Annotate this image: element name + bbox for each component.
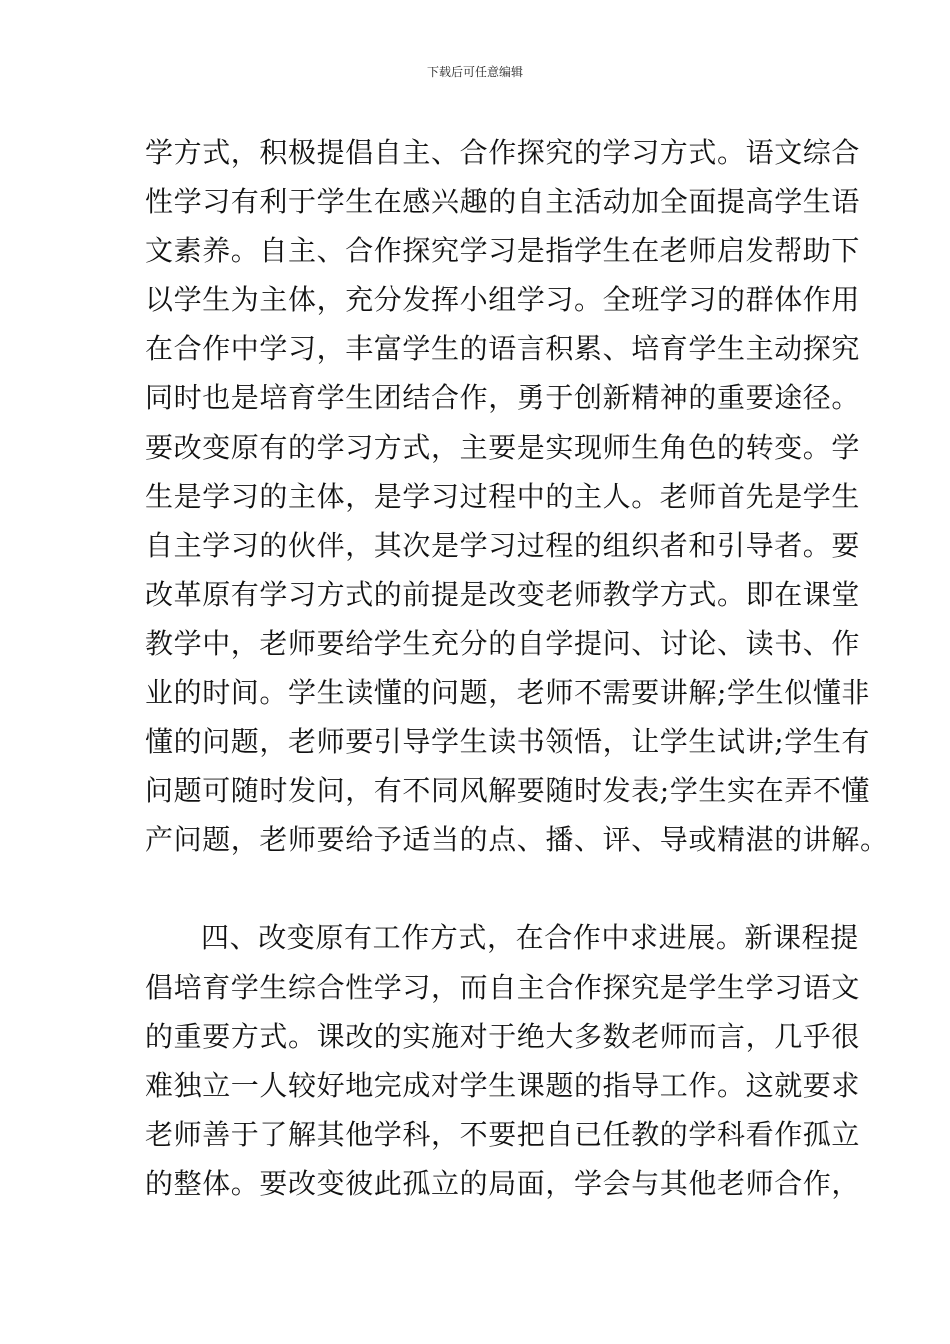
text-line: 同时也是培育学生团结合作，勇于创新精神的重要途径。 (145, 381, 861, 415)
text-line: 学方式，积极提倡自主、合作探究的学习方式。语文综合 (145, 136, 861, 169)
text-line: 的重要方式。课改的实施对于绝大多数老师而言，几乎很 (145, 1019, 861, 1053)
text-line: 自主学习的伙伴，其次是学习过程的组织者和引导者。要 (145, 528, 861, 562)
text-line: 以学生为主体，充分发挥小组学习。全班学习的群体作用 (145, 283, 861, 317)
text-line: 业的时间。学生读懂的问题，老师不需要讲解;学生似懂非 (145, 676, 871, 710)
text-line: 的整体。要改变彼此孤立的局面，学会与其他老师合作， (145, 1166, 861, 1200)
text-line: 难独立一人较好地完成对学生课题的指导工作。这就要求 (145, 1068, 861, 1102)
text-line: 问题可随时发问，有不同风解要随时发表;学生实在弄不懂 (145, 774, 871, 808)
text-line: 四、改变原有工作方式，在合作中求进展。新课程提 (201, 921, 859, 955)
text-line: 改革原有学习方式的前提是改变老师教学方式。即在课堂 (145, 577, 861, 611)
paragraph-spacer (145, 864, 815, 913)
page-header: 下载后可任意编辑 (426, 65, 523, 79)
text-line: 要改变原有的学习方式，主要是实现师生角色的转变。学 (145, 430, 861, 464)
text-line: 产问题，老师要给予适当的点、播、评、导或精湛的讲解。 (145, 823, 889, 857)
text-line: 文素养。自主、合作探究学习是指学生在老师启发帮助下 (145, 234, 861, 268)
text-line: 在合作中学习，丰富学生的语言积累、培育学生主动探究 (145, 332, 861, 366)
paragraph-2 (145, 913, 861, 1208)
text-line: 性学习有利于学生在感兴趣的自主活动加全面提高学生语 (145, 185, 861, 219)
document-body (145, 128, 889, 1208)
paragraph-1 (145, 128, 889, 864)
text-line: 老师善于了解其他学科，不要把自已任教的学科看作孤立 (145, 1117, 861, 1151)
text-line: 生是学习的主体，是学习过程中的主人。老师首先是学生 (145, 479, 861, 513)
text-line: 懂的问题，老师要引导学生读书领悟，让学生试讲;学生有 (145, 725, 871, 759)
text-line: 倡培育学生综合性学习，而自主合作探究是学生学习语文 (145, 970, 861, 1004)
text-line: 教学中，老师要给学生充分的自学提问、讨论、读书、作 (145, 626, 861, 660)
